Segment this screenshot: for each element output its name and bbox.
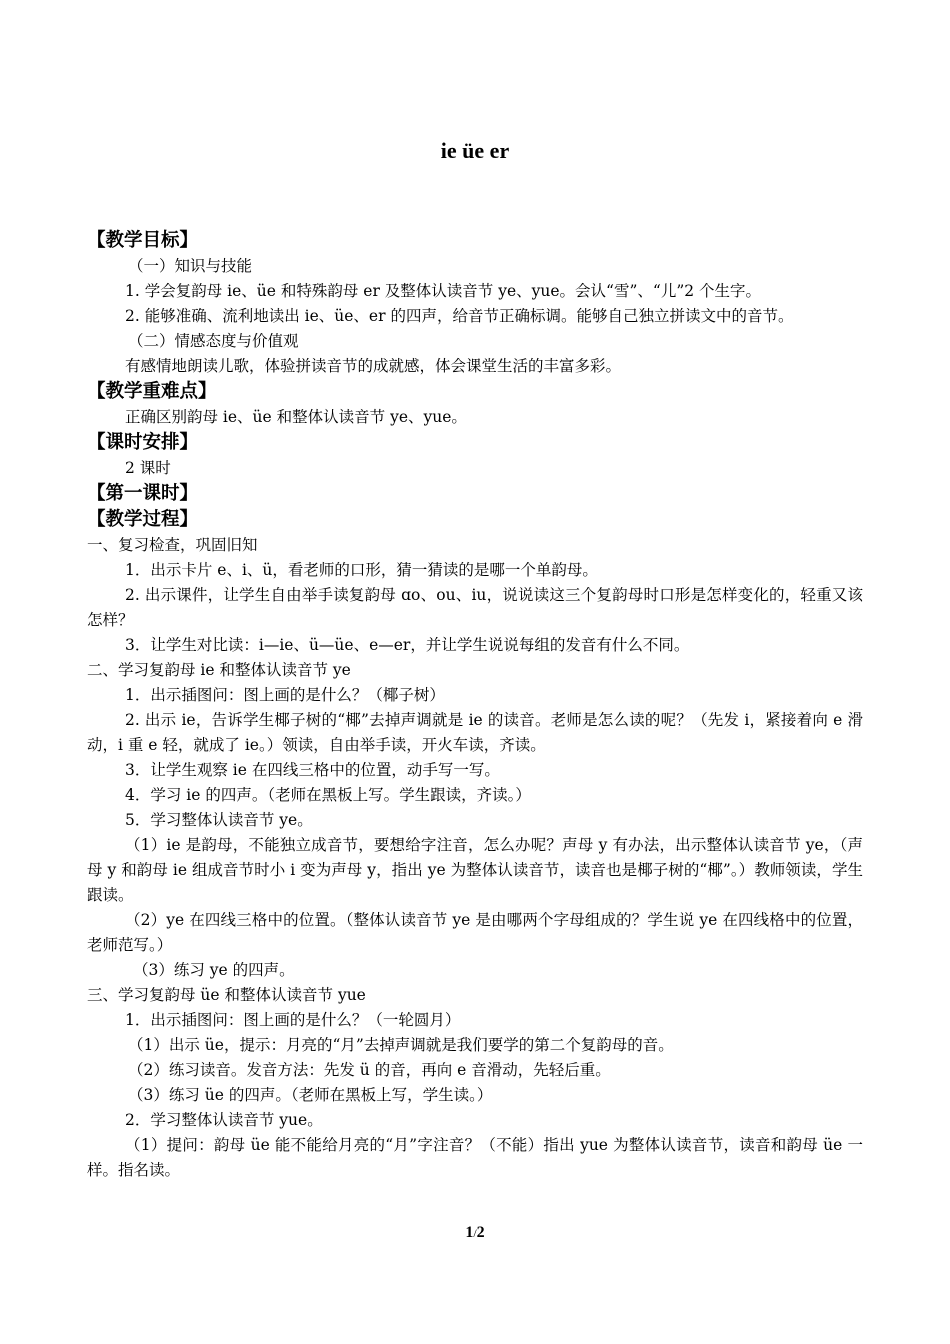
- document-title: ie üe er: [440, 138, 510, 163]
- paragraph: 1．出示卡片 e、i、ü，看老师的口形，猜一猜读的是哪一个单韵母。: [125, 561, 598, 579]
- paragraph: 5．学习整体认读音节 ye。: [125, 811, 313, 829]
- paragraph: （1）ie 是韵母，不能独立成音节，要想给字注音，怎么办呢？声母 y 有办法，出示整体认读音节 ye，（声母 y 和韵母 ie 组成音节时小 i 变为声母 y，指出 ye 为整体认读音节，读音也是椰子树的“椰”。）教师领读，学生跟读。: [87, 836, 863, 904]
- section-heading-lesson-one: 【第一课时】: [87, 483, 199, 504]
- page-total: 2: [476, 1224, 485, 1241]
- paragraph: （3）练习 üe 的四声。（老师在黑板上写，学生读。）: [128, 1086, 493, 1104]
- paragraph: （1）提问：韵母 üe 能不能给月亮的“月”字注音？（不能）指出 yue 为整体认读音节，读音和韵母 üe 一样。指名读。: [87, 1136, 863, 1179]
- page-current: 1: [465, 1224, 474, 1241]
- paragraph: 有感情地朗读儿歌，体验拼读音节的成就感，体会课堂生活的丰富多彩。: [125, 357, 622, 375]
- paragraph: 2. 出示课件，让学生自由举手读复韵母 ɑo、ou、iu，说说读这三个复韵母时口形是怎样变化的，轻重又该怎样？: [87, 586, 863, 629]
- paragraph: 2. 能够准确、流利地读出 ie、üe、er 的四声，给音节正确标调。能够自己独立拼读文中的音节。: [125, 307, 794, 325]
- section-heading-key-points: 【教学重难点】: [87, 381, 217, 402]
- paragraph: 1．出示插图问：图上画的是什么？（一轮圆月）: [125, 1011, 461, 1029]
- paragraph: 4．学习 ie 的四声。（老师在黑板上写。学生跟读，齐读。）: [125, 786, 531, 804]
- paragraph: （1）出示 üe，提示：月亮的“月”去掉声调就是我们要学的第二个复韵母的音。: [128, 1036, 674, 1054]
- paragraph: 二、学习复韵母 ie 和整体认读音节 ye: [87, 661, 351, 679]
- paragraph: （一）知识与技能: [128, 257, 253, 275]
- paragraph: 三、学习复韵母 üe 和整体认读音节 yue: [87, 986, 366, 1004]
- paragraph: 1. 学会复韵母 ie、üe 和特殊韵母 er 及整体认读音节 ye、yue。会认“雪”、“儿”2 个生字。: [125, 282, 762, 300]
- section-heading-schedule: 【课时安排】: [87, 432, 199, 453]
- paragraph: 正确区别韵母 ie、üe 和整体认读音节 ye、yue。: [125, 408, 467, 426]
- paragraph: 3．让学生观察 ie 在四线三格中的位置，动手写一写。: [125, 761, 500, 779]
- section-heading-process: 【教学过程】: [87, 509, 199, 530]
- document-body: [87, 228, 863, 1183]
- paragraph: （2）练习读音。发音方法：先发 ü 的音，再向 e 音滑动，先轻后重。: [128, 1061, 611, 1079]
- paragraph: 2 课时: [125, 459, 171, 477]
- section-heading-goals: 【教学目标】: [87, 230, 199, 251]
- paragraph: （2）ye 在四线三格中的位置。（整体认读音节 ye 是由哪两个字母组成的？学生说 ye 在四线格中的位置，老师范写。）: [87, 911, 863, 954]
- paragraph: 3．让学生对比读：i—ie、ü—üe、e—er，并让学生说说每组的发音有什么不同。: [125, 636, 690, 654]
- paragraph: （3）练习 ye 的四声。: [133, 961, 295, 979]
- paragraph: 2．学习整体认读音节 yue。: [125, 1111, 323, 1129]
- paragraph: 1．出示插图问：图上画的是什么？（椰子树）: [125, 686, 445, 704]
- page-number: [0, 1224, 950, 1242]
- paragraph: （二）情感态度与价值观: [128, 332, 299, 350]
- paragraph: 2. 出示 ie，告诉学生椰子树的“椰”去掉声调就是 ie 的读音。老师是怎么读的呢？（先发 i，紧接着向 e 滑动，i 重 e 轻，就成了 ie。）领读，自由举手读，开火车读，齐读。: [87, 711, 863, 754]
- paragraph: 一、复习检查，巩固旧知: [87, 536, 258, 554]
- page-separator: /: [473, 1226, 477, 1240]
